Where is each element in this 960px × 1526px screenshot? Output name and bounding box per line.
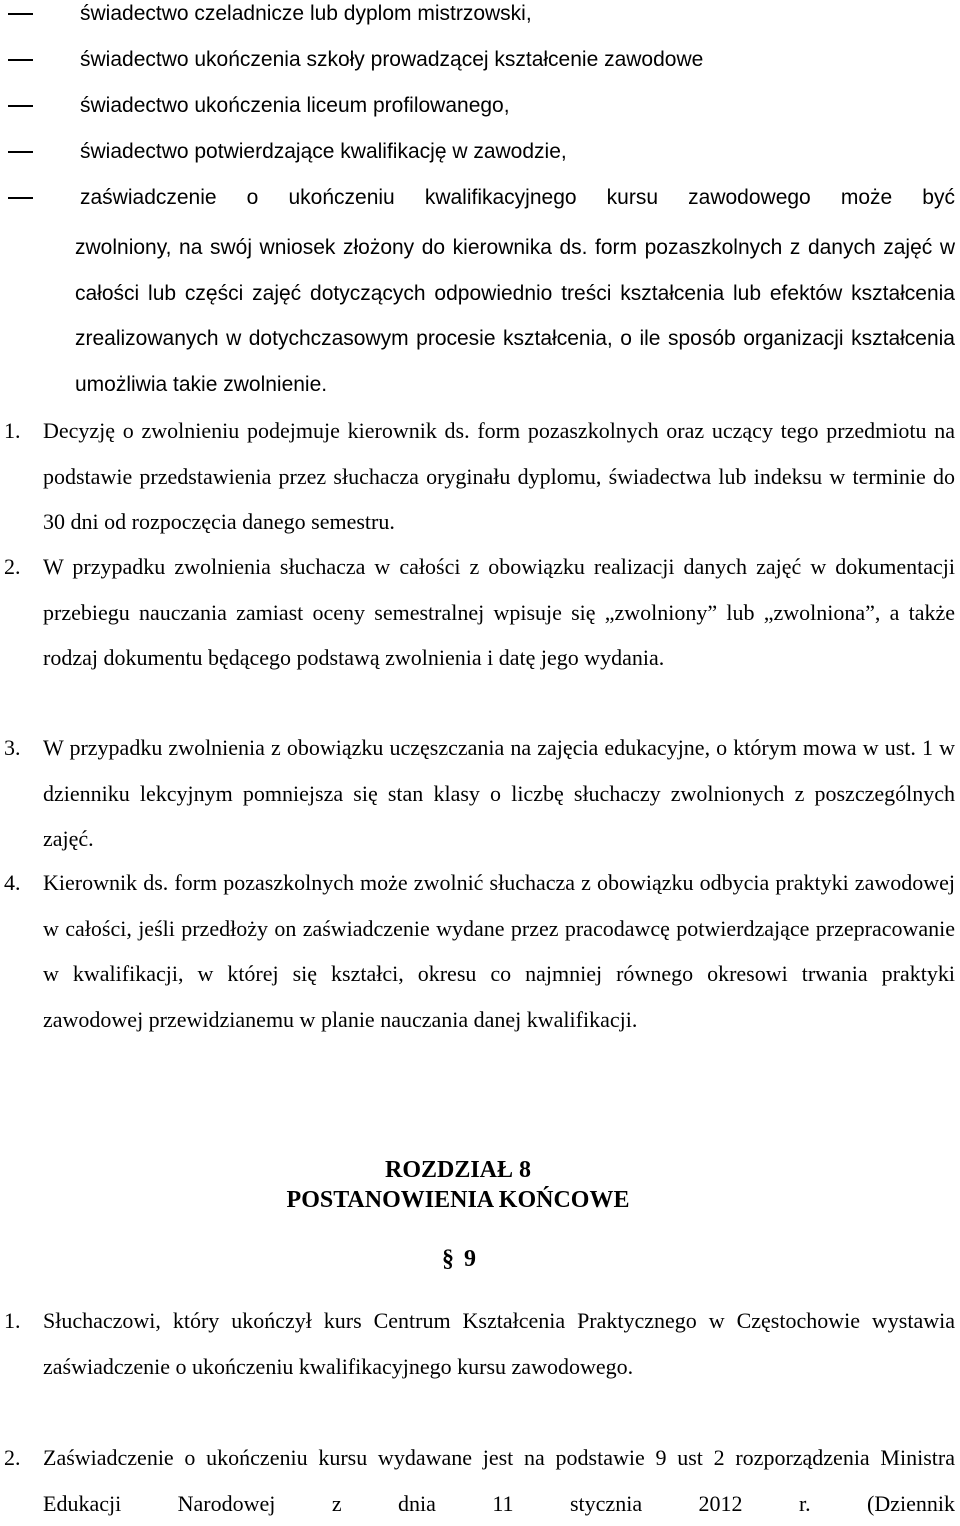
paragraph-number: 2. <box>4 1445 21 1470</box>
paragraph-text: Słuchaczowi, który ukończył kurs Centrum Kształcenia Praktycznego w Częstochowie wystawia zaświadczenie o ukończeniu kwalifikacyjnego kursu zawodowego. <box>43 1308 955 1379</box>
list-continuation: zwolniony, na swój wniosek złożony do kierownika ds. form pozaszkolnych z danych zajęć w całości lub części zajęć dotyczących odpowiednio treści kształcenia lub efektów kształcenia zrealizowanych w dotychczasowym procesie kształcenia, o ile sposób organizacji kształcenia umożliwia takie zwolnienie. <box>75 236 955 396</box>
list-item <box>0 138 960 184</box>
dash-bullet <box>8 197 33 199</box>
section-number: 9 <box>464 1246 476 1272</box>
paragraph-text: W przypadku zwolnienia z obowiązku uczęszczania na zajęcia edukacyjne, o którym mowa w ust. 1 w dzienniku lekcyjnym pomniejsza się stan klasy o liczbę słuchaczy zwolnionych z poszczególnych zajęć. <box>43 735 955 851</box>
dash-bullet <box>8 151 33 153</box>
list-item <box>0 46 960 92</box>
list-item-text: zaświadczenie o ukończeniu kwalifikacyjnego kursu zawodowego może być <box>80 186 955 209</box>
list-item <box>0 0 960 46</box>
paragraph-text: Kierownik ds. form pozaszkolnych może zwolnić słuchacza z obowiązku odbycia praktyki zawodowej w całości, jeśli przedłoży on zaświadczenie wydane przez pracodawcę potwierdzające przepracowanie w kwalifikacji, w której się kształci, okresu co najmniej równego okresowi trwania praktyki zawodowej przewidzianemu w planie nauczania danej kwalifikacji. <box>43 870 955 1032</box>
paragraph-number: 1. <box>4 418 21 443</box>
dash-bullet <box>8 59 33 61</box>
list-item <box>0 184 960 230</box>
paragraph-number: 1. <box>4 1308 21 1333</box>
list-item-text: świadectwo potwierdzające kwalifikację w zawodzie, <box>80 140 567 163</box>
list-item-text: świadectwo ukończenia szkoły prowadzącej kształcenie zawodowe <box>80 48 704 71</box>
paragraph-text: Decyzję o zwolnieniu podejmuje kierownik ds. form pozaszkolnych oraz uczący tego przedmiotu na podstawie przedstawienia przez słuchacza oryginału dyplomu, świadectwa lub indeksu w terminie do 30 dni od rozpoczęcia danego semestru. <box>43 418 955 534</box>
paragraph-text: Zaświadczenie o ukończeniu kursu wydawane jest na podstawie 9 ust 2 rozporządzenia Ministra Edukacji Narodowej z dnia 11 stycznia 2012 r. (Dziennik <box>43 1445 955 1516</box>
chapter-subtitle: POSTANOWIENIA KOŃCOWE <box>286 1187 630 1213</box>
paragraph-number: 4. <box>4 870 21 895</box>
paragraph-number: 3. <box>4 735 21 760</box>
list-item-text: świadectwo czeladnicze lub dyplom mistrzowski, <box>80 2 532 25</box>
dash-bullet <box>8 105 33 107</box>
list-item-text: świadectwo ukończenia liceum profilowanego, <box>80 94 510 117</box>
paragraph-text: W przypadku zwolnienia słuchacza w całości z obowiązku realizacji danych zajęć w dokumentacji przebiegu nauczania zamiast oceny semestralnej wpisuje się „zwolniony” lub „zwolniona”, a także rodzaj dokumentu będącego podstawą zwolnienia i datę jego wydania. <box>43 554 955 670</box>
section-mark-sign: § <box>442 1246 454 1272</box>
list-item <box>0 92 960 138</box>
dash-bullet <box>8 13 33 15</box>
paragraph-number: 2. <box>4 554 21 579</box>
chapter-title: ROZDZIAŁ 8 <box>384 1157 532 1183</box>
section-heading <box>442 1246 476 1273</box>
